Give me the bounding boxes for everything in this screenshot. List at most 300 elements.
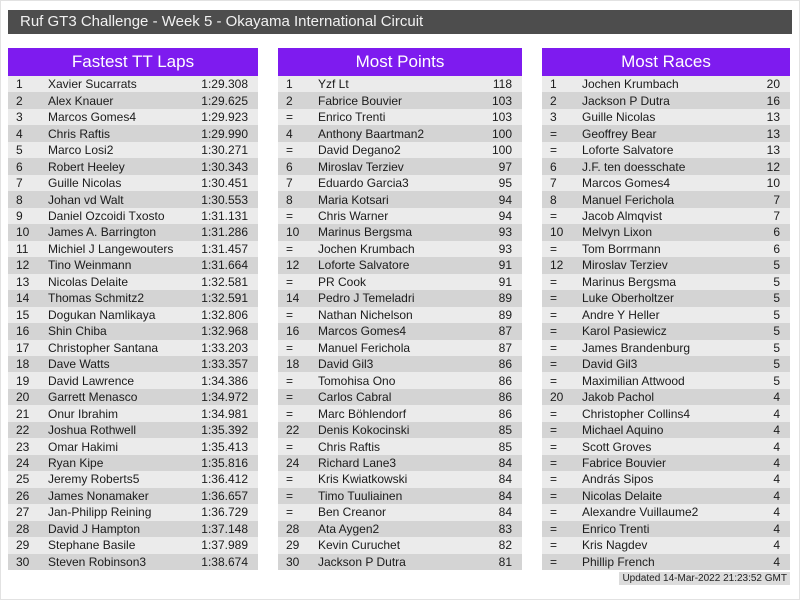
- value-cell: 4: [773, 456, 780, 471]
- table-row: [8, 438, 258, 454]
- table-row: [542, 125, 790, 141]
- rank-cell: 7: [286, 176, 293, 191]
- driver-name-cell: Xavier Sucarrats: [48, 77, 137, 92]
- table-row: [8, 208, 258, 224]
- driver-name-cell: Steven Robinson3: [48, 554, 147, 569]
- rank-cell: =: [550, 324, 558, 339]
- rank-cell: =: [286, 340, 294, 355]
- value-cell: 87: [498, 324, 512, 339]
- table-row: [8, 521, 258, 537]
- table-row: [278, 438, 522, 454]
- driver-name-cell: Maximilian Attwood: [582, 373, 685, 388]
- board-title: Most Points: [278, 48, 522, 76]
- rank-cell: =: [550, 307, 558, 322]
- table-row: [8, 274, 258, 290]
- table-row: [542, 175, 790, 191]
- table-row: [8, 504, 258, 520]
- rank-cell: 25: [16, 472, 30, 487]
- driver-name-cell: Kevin Curuchet: [318, 538, 401, 553]
- value-cell: 1:36.657: [201, 488, 248, 503]
- driver-name-cell: Nicolas Delaite: [582, 488, 663, 503]
- rank-cell: =: [286, 505, 294, 520]
- rank-cell: 16: [286, 324, 300, 339]
- driver-name-cell: Chris Warner: [318, 208, 389, 223]
- table-row: [542, 92, 790, 108]
- value-cell: 10: [766, 176, 780, 191]
- driver-name-cell: Kris Kwiatkowski: [318, 472, 408, 487]
- table-row: [542, 340, 790, 356]
- board-title: Most Races: [542, 48, 790, 76]
- value-cell: 4: [773, 505, 780, 520]
- value-cell: 4: [773, 554, 780, 569]
- rank-cell: 12: [550, 258, 564, 273]
- value-cell: 5: [773, 373, 780, 388]
- rank-cell: 29: [16, 538, 30, 553]
- leaderboards-container: [8, 48, 790, 570]
- value-cell: 118: [492, 77, 512, 92]
- table-row: [542, 372, 790, 388]
- updated-timestamp: Updated 14-Mar-2022 21:23:52 GMT: [619, 572, 790, 585]
- value-cell: 5: [773, 291, 780, 306]
- value-cell: 84: [498, 472, 512, 487]
- board-most-races: [542, 48, 790, 570]
- value-cell: 1:36.729: [201, 505, 248, 520]
- driver-name-cell: Thomas Schmitz2: [48, 291, 145, 306]
- rank-cell: 10: [550, 225, 564, 240]
- value-cell: 13: [766, 143, 780, 158]
- value-cell: 1:34.981: [201, 406, 248, 421]
- rank-cell: =: [286, 241, 294, 256]
- rank-cell: =: [550, 357, 558, 372]
- driver-name-cell: J.F. ten doesschate: [582, 159, 686, 174]
- rank-cell: 4: [16, 126, 23, 141]
- value-cell: 1:35.816: [201, 456, 248, 471]
- driver-name-cell: Guille Nicolas: [48, 176, 122, 191]
- value-cell: 6: [773, 241, 780, 256]
- value-cell: 81: [498, 554, 512, 569]
- table-row: [542, 389, 790, 405]
- rank-cell: 7: [550, 176, 557, 191]
- table-row: [542, 488, 790, 504]
- table-row: [542, 323, 790, 339]
- rank-cell: =: [286, 390, 294, 405]
- driver-name-cell: Luke Oberholtzer: [582, 291, 675, 306]
- driver-name-cell: Kris Nagdev: [582, 538, 648, 553]
- driver-name-cell: Stephane Basile: [48, 538, 136, 553]
- driver-name-cell: Miroslav Terziev: [582, 258, 668, 273]
- value-cell: 5: [773, 340, 780, 355]
- table-row: [278, 356, 522, 372]
- rank-cell: 4: [286, 126, 293, 141]
- table-row: [8, 372, 258, 388]
- rank-cell: 18: [286, 357, 300, 372]
- value-cell: 16: [766, 93, 780, 108]
- rank-cell: =: [550, 143, 558, 158]
- driver-name-cell: Dave Watts: [48, 357, 110, 372]
- rank-cell: 20: [550, 390, 564, 405]
- value-cell: 4: [773, 472, 780, 487]
- table-row: [542, 537, 790, 553]
- driver-name-cell: Christopher Collins4: [582, 406, 691, 421]
- value-cell: 84: [498, 456, 512, 471]
- table-row: [278, 76, 522, 92]
- driver-name-cell: Pedro J Temeladri: [318, 291, 415, 306]
- value-cell: 4: [773, 406, 780, 421]
- table-row: [8, 241, 258, 257]
- table-row: [542, 208, 790, 224]
- rank-cell: 8: [286, 192, 293, 207]
- table-row: [278, 504, 522, 520]
- value-cell: 1:29.990: [201, 126, 248, 141]
- driver-name-cell: Tino Weinmann: [48, 258, 132, 273]
- driver-name-cell: Marinus Bergsma: [582, 274, 677, 289]
- driver-name-cell: Anthony Baartman2: [318, 126, 425, 141]
- value-cell: 97: [498, 159, 512, 174]
- driver-name-cell: David Degano2: [318, 143, 401, 158]
- board-rows: [8, 76, 258, 570]
- rank-cell: =: [286, 143, 294, 158]
- driver-name-cell: Marcos Gomes4: [318, 324, 407, 339]
- driver-name-cell: Robert Heeley: [48, 159, 125, 174]
- value-cell: 94: [498, 192, 512, 207]
- value-cell: 4: [773, 538, 780, 553]
- table-row: [278, 307, 522, 323]
- table-row: [8, 471, 258, 487]
- value-cell: 20: [766, 77, 780, 92]
- value-cell: 1:31.131: [201, 208, 248, 223]
- rank-cell: =: [550, 521, 558, 536]
- value-cell: 12: [766, 159, 780, 174]
- value-cell: 82: [498, 538, 512, 553]
- rank-cell: 2: [286, 93, 293, 108]
- value-cell: 1:35.392: [201, 423, 248, 438]
- driver-name-cell: Marcos Gomes4: [48, 110, 137, 125]
- driver-name-cell: James Brandenburg: [582, 340, 691, 355]
- rank-cell: 29: [286, 538, 300, 553]
- driver-name-cell: James Nonamaker: [48, 488, 149, 503]
- value-cell: 5: [773, 307, 780, 322]
- rank-cell: 21: [16, 406, 30, 421]
- value-cell: 95: [498, 176, 512, 191]
- driver-name-cell: András Sipos: [582, 472, 654, 487]
- rank-cell: 8: [550, 192, 557, 207]
- driver-name-cell: David Lawrence: [48, 373, 135, 388]
- rank-cell: =: [550, 274, 558, 289]
- rank-cell: =: [550, 406, 558, 421]
- value-cell: 4: [773, 439, 780, 454]
- board-fastest-tt-laps: [8, 48, 258, 570]
- driver-name-cell: Michiel J Langewouters: [48, 241, 174, 256]
- rank-cell: 17: [16, 340, 30, 355]
- value-cell: 1:31.286: [201, 225, 248, 240]
- driver-name-cell: Jochen Krumbach: [582, 77, 679, 92]
- rank-cell: =: [286, 110, 294, 125]
- rank-cell: 3: [16, 110, 23, 125]
- table-row: [542, 422, 790, 438]
- driver-name-cell: Richard Lane3: [318, 456, 397, 471]
- driver-name-cell: Chris Raftis: [48, 126, 111, 141]
- driver-name-cell: Maria Kotsari: [318, 192, 389, 207]
- driver-name-cell: Ryan Kipe: [48, 456, 104, 471]
- value-cell: 100: [491, 126, 512, 141]
- value-cell: 1:31.457: [201, 241, 248, 256]
- rank-cell: 22: [286, 423, 300, 438]
- table-row: [278, 191, 522, 207]
- rank-cell: 28: [16, 521, 30, 536]
- table-row: [542, 274, 790, 290]
- rank-cell: 9: [16, 208, 23, 223]
- value-cell: 1:34.386: [201, 373, 248, 388]
- driver-name-cell: Manuel Ferichola: [582, 192, 675, 207]
- rank-cell: =: [286, 373, 294, 388]
- table-row: [542, 356, 790, 372]
- rank-cell: 14: [286, 291, 300, 306]
- table-row: [8, 191, 258, 207]
- table-row: [8, 405, 258, 421]
- driver-name-cell: Alex Knauer: [48, 93, 114, 108]
- rank-cell: =: [550, 208, 558, 223]
- table-row: [278, 274, 522, 290]
- driver-name-cell: Andre Y Heller: [582, 307, 660, 322]
- driver-name-cell: David J Hampton: [48, 521, 141, 536]
- value-cell: 1:32.806: [201, 307, 248, 322]
- table-row: [542, 405, 790, 421]
- table-row: [542, 290, 790, 306]
- rank-cell: =: [550, 291, 558, 306]
- value-cell: 5: [773, 258, 780, 273]
- rank-cell: 14: [16, 291, 30, 306]
- driver-name-cell: Denis Kokocinski: [318, 423, 410, 438]
- driver-name-cell: Dogukan Namlikaya: [48, 307, 156, 322]
- table-row: [278, 471, 522, 487]
- table-row: [8, 356, 258, 372]
- rank-cell: 20: [16, 390, 30, 405]
- value-cell: 1:32.581: [201, 274, 248, 289]
- rank-cell: =: [550, 554, 558, 569]
- table-row: [278, 455, 522, 471]
- table-row: [278, 224, 522, 240]
- value-cell: 1:33.203: [201, 340, 248, 355]
- rank-cell: 19: [16, 373, 30, 388]
- driver-name-cell: Omar Hakimi: [48, 439, 119, 454]
- rank-cell: 2: [16, 93, 23, 108]
- table-row: [8, 142, 258, 158]
- driver-name-cell: Onur Ibrahim: [48, 406, 119, 421]
- value-cell: 1:31.664: [201, 258, 248, 273]
- rank-cell: =: [550, 439, 558, 454]
- rank-cell: 30: [16, 554, 30, 569]
- driver-name-cell: Ben Creanor: [318, 505, 387, 520]
- rank-cell: =: [286, 472, 294, 487]
- driver-name-cell: Tomohisa Ono: [318, 373, 396, 388]
- table-row: [278, 125, 522, 141]
- rank-cell: 28: [286, 521, 300, 536]
- table-row: [8, 92, 258, 108]
- board-rows: [542, 76, 790, 570]
- rank-cell: 6: [550, 159, 557, 174]
- rank-cell: 22: [16, 423, 30, 438]
- driver-name-cell: Tom Borrmann: [582, 241, 661, 256]
- table-row: [542, 521, 790, 537]
- value-cell: 1:32.591: [201, 291, 248, 306]
- driver-name-cell: Jacob Almqvist: [582, 208, 663, 223]
- driver-name-cell: David Gil3: [318, 357, 374, 372]
- rank-cell: =: [550, 488, 558, 503]
- rank-cell: 1: [16, 77, 23, 92]
- rank-cell: 24: [16, 456, 30, 471]
- table-row: [8, 125, 258, 141]
- value-cell: 84: [498, 505, 512, 520]
- driver-name-cell: Manuel Ferichola: [318, 340, 411, 355]
- value-cell: 1:29.923: [201, 110, 248, 125]
- rank-cell: =: [286, 488, 294, 503]
- driver-name-cell: Marc Böhlendorf: [318, 406, 407, 421]
- rank-cell: 2: [550, 93, 557, 108]
- driver-name-cell: James A. Barrington: [48, 225, 157, 240]
- rank-cell: =: [550, 126, 558, 141]
- table-row: [278, 405, 522, 421]
- rank-cell: 12: [16, 258, 30, 273]
- driver-name-cell: Marinus Bergsma: [318, 225, 413, 240]
- value-cell: 1:29.625: [201, 93, 248, 108]
- value-cell: 1:35.413: [201, 439, 248, 454]
- rank-cell: =: [286, 406, 294, 421]
- value-cell: 94: [498, 208, 512, 223]
- rank-cell: 5: [16, 143, 23, 158]
- driver-name-cell: Alexandre Vuillaume2: [582, 505, 699, 520]
- table-row: [8, 554, 258, 570]
- value-cell: 89: [498, 307, 512, 322]
- rank-cell: 6: [286, 159, 293, 174]
- rank-cell: =: [286, 439, 294, 454]
- table-row: [8, 537, 258, 553]
- driver-name-cell: Johan vd Walt: [48, 192, 124, 207]
- driver-name-cell: Jakob Pachol: [582, 390, 655, 405]
- value-cell: 89: [498, 291, 512, 306]
- driver-name-cell: Garrett Menasco: [48, 390, 138, 405]
- table-row: [278, 389, 522, 405]
- value-cell: 7: [773, 208, 780, 223]
- rank-cell: =: [286, 208, 294, 223]
- table-row: [542, 158, 790, 174]
- driver-name-cell: Eduardo Garcia3: [318, 176, 409, 191]
- driver-name-cell: Phillip French: [582, 554, 655, 569]
- value-cell: 13: [766, 126, 780, 141]
- value-cell: 1:30.451: [201, 176, 248, 191]
- rank-cell: 10: [16, 225, 30, 240]
- table-row: [278, 422, 522, 438]
- driver-name-cell: Fabrice Bouvier: [582, 456, 667, 471]
- rank-cell: 16: [16, 324, 30, 339]
- value-cell: 6: [773, 225, 780, 240]
- driver-name-cell: Carlos Cabral: [318, 390, 392, 405]
- table-row: [278, 372, 522, 388]
- board-title: Fastest TT Laps: [8, 48, 258, 76]
- table-row: [542, 76, 790, 92]
- driver-name-cell: Nathan Nichelson: [318, 307, 413, 322]
- table-row: [278, 521, 522, 537]
- board-rows: [278, 76, 522, 570]
- table-row: [542, 191, 790, 207]
- rank-cell: 26: [16, 488, 30, 503]
- table-row: [8, 158, 258, 174]
- driver-name-cell: Timo Tuuliainen: [318, 488, 403, 503]
- value-cell: 1:33.357: [201, 357, 248, 372]
- table-row: [278, 158, 522, 174]
- value-cell: 13: [766, 110, 780, 125]
- rank-cell: 12: [286, 258, 300, 273]
- value-cell: 5: [773, 324, 780, 339]
- rank-cell: 1: [286, 77, 293, 92]
- driver-name-cell: Karol Pasiewicz: [582, 324, 667, 339]
- value-cell: 86: [498, 406, 512, 421]
- rank-cell: 8: [16, 192, 23, 207]
- page-title: Ruf GT3 Challenge - Week 5 - Okayama International Circuit: [8, 10, 792, 34]
- table-row: [542, 224, 790, 240]
- table-row: [542, 142, 790, 158]
- table-row: [278, 323, 522, 339]
- driver-name-cell: Jackson P Dutra: [582, 93, 670, 108]
- rank-cell: =: [550, 472, 558, 487]
- driver-name-cell: Fabrice Bouvier: [318, 93, 403, 108]
- table-row: [278, 142, 522, 158]
- table-row: [8, 340, 258, 356]
- rank-cell: 27: [16, 505, 30, 520]
- value-cell: 84: [498, 488, 512, 503]
- table-row: [8, 257, 258, 273]
- value-cell: 85: [498, 423, 512, 438]
- driver-name-cell: Joshua Rothwell: [48, 423, 137, 438]
- rank-cell: 7: [16, 176, 23, 191]
- rank-cell: 10: [286, 225, 300, 240]
- driver-name-cell: Marcos Gomes4: [582, 176, 671, 191]
- table-row: [542, 109, 790, 125]
- driver-name-cell: Michael Aquino: [582, 423, 664, 438]
- rank-cell: 6: [16, 159, 23, 174]
- table-row: [278, 92, 522, 108]
- driver-name-cell: Melvyn Lixon: [582, 225, 653, 240]
- table-row: [278, 257, 522, 273]
- rank-cell: =: [550, 340, 558, 355]
- value-cell: 91: [498, 258, 512, 273]
- table-row: [278, 175, 522, 191]
- driver-name-cell: Miroslav Terziev: [318, 159, 404, 174]
- rank-cell: 15: [16, 307, 30, 322]
- value-cell: 7: [773, 192, 780, 207]
- value-cell: 85: [498, 439, 512, 454]
- value-cell: 100: [491, 143, 512, 158]
- table-row: [542, 554, 790, 570]
- table-row: [8, 175, 258, 191]
- table-row: [8, 323, 258, 339]
- table-row: [8, 422, 258, 438]
- driver-name-cell: Nicolas Delaite: [48, 274, 129, 289]
- table-row: [278, 241, 522, 257]
- table-row: [542, 471, 790, 487]
- value-cell: 1:30.553: [201, 192, 248, 207]
- rank-cell: 1: [550, 77, 557, 92]
- value-cell: 1:37.148: [201, 521, 248, 536]
- table-row: [278, 208, 522, 224]
- driver-name-cell: Shin Chiba: [48, 324, 107, 339]
- value-cell: 4: [773, 521, 780, 536]
- table-row: [278, 488, 522, 504]
- driver-name-cell: Loforte Salvatore: [318, 258, 410, 273]
- rank-cell: 11: [16, 241, 29, 256]
- rank-cell: 3: [550, 110, 557, 125]
- driver-name-cell: Jackson P Dutra: [318, 554, 406, 569]
- value-cell: 1:36.412: [201, 472, 248, 487]
